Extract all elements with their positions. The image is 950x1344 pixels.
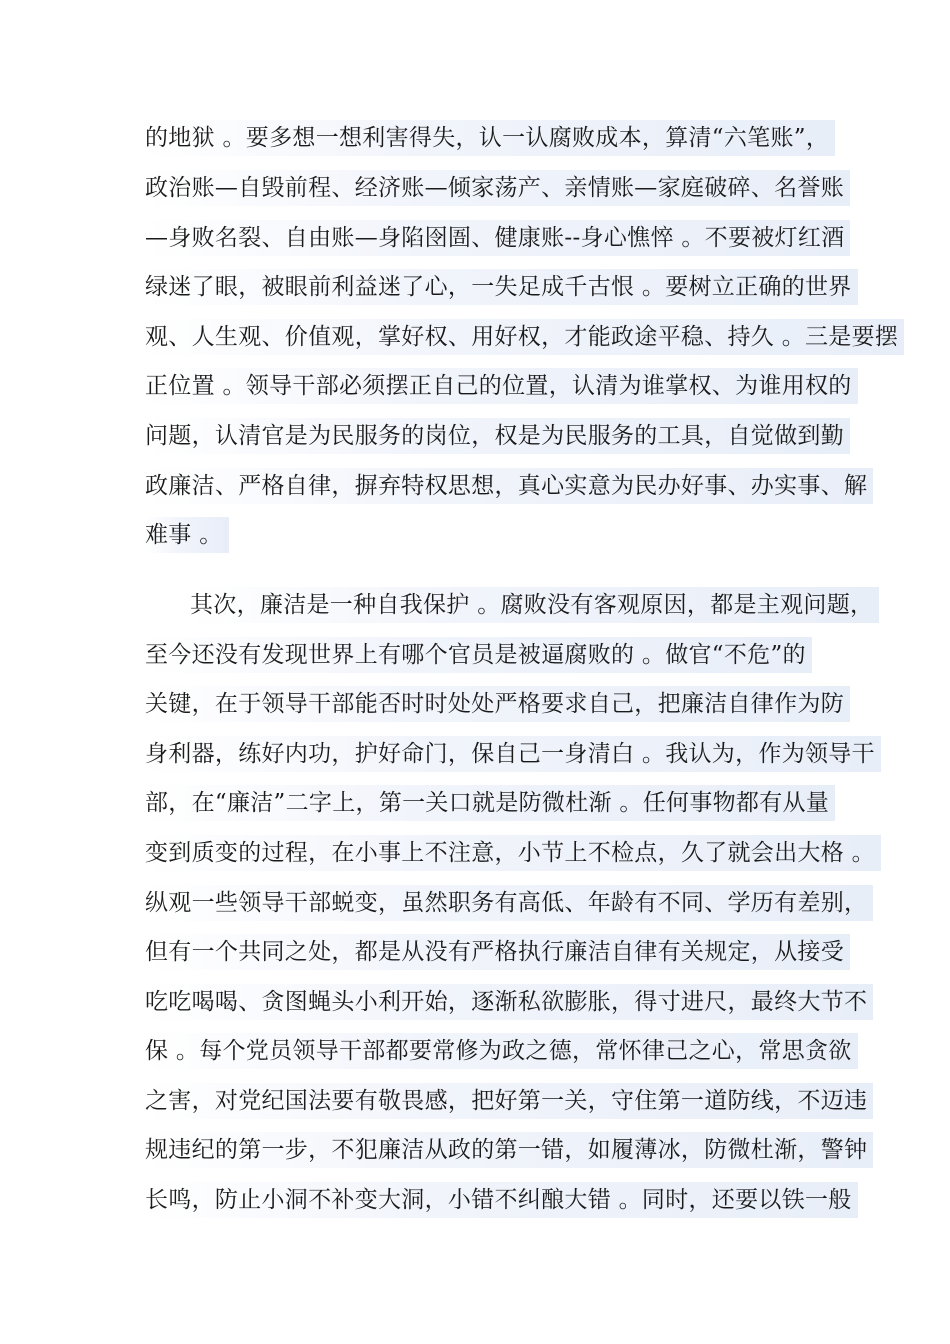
text-line: 正位置 。领导干部必须摆正自己的位置，认清为谁掌权、为谁用权的 xyxy=(145,368,858,404)
text-line: 身利器，练好内功，护好命门，保自己一身清白 。我认为，作为领导干 xyxy=(145,736,881,772)
text-line: 政治账—自毁前程、经济账—倾家荡产、亲情账—家庭破碎、名誉账 xyxy=(145,170,850,206)
text-line: 长鸣，防止小洞不补变大洞，小错不纠酿大错 。同时，还要以铁一般 xyxy=(145,1182,858,1218)
text-line: 问题，认清官是为民服务的岗位，权是为民服务的工具，自觉做到勤 xyxy=(145,418,850,454)
text-line: 的地狱 。要多想一想利害得失，认一认腐败成本，算清“六笔账”， xyxy=(145,120,835,156)
text-line: 难事 。 xyxy=(145,517,229,553)
text-line: 之害，对党纪国法要有敬畏感，把好第一关，守住第一道防线，不迈违 xyxy=(145,1083,873,1119)
text-line: 政廉洁、严格自律，摒弃特权思想，真心实意为民办好事、办实事、解 xyxy=(145,468,873,504)
text-line: 但有一个共同之处，都是从没有严格执行廉洁自律有关规定，从接受 xyxy=(145,934,850,970)
paragraph-first-line: 其次，廉洁是一种自我保护 。腐败没有客观原因，都是主观问题， xyxy=(190,587,879,623)
text-line: 吃吃喝喝、贪图蝇头小利开始，逐渐私欲膨胀，得寸进尺，最终大节不 xyxy=(145,984,873,1020)
text-line: 部，在“廉洁”二字上，第一关口就是防微杜渐 。任何事物都有从量 xyxy=(145,785,835,821)
text-line: 保 。每个党员领导干部都要常修为政之德，常怀律己之心，常思贪欲 xyxy=(145,1033,858,1069)
text-line: 至今还没有发现世界上有哪个官员是被逼腐败的 。做官“不危”的 xyxy=(145,637,812,673)
text-line: 绿迷了眼，被眼前利益迷了心，一失足成千古恨 。要树立正确的世界 xyxy=(145,269,858,305)
text-line: 关键，在于领导干部能否时时处处严格要求自己，把廉洁自律作为防 xyxy=(145,686,850,722)
text-line: 纵观一些领导干部蜕变，虽然职务有高低、年龄有不同、学历有差别， xyxy=(145,885,873,921)
text-line: —身败名裂、自由账—身陷囹圄、健康账--身心憔悴 。不要被灯红酒 xyxy=(145,220,850,256)
text-line: 观、人生观、价值观，掌好权、用好权，才能政途平稳、持久 。三是要摆 xyxy=(145,319,904,355)
text-line: 规违纪的第一步，不犯廉洁从政的第一错，如履薄冰，防微杜渐，警钟 xyxy=(145,1132,873,1168)
text-line: 变到质变的过程，在小事上不注意，小节上不检点，久了就会出大格 。 xyxy=(145,835,881,871)
